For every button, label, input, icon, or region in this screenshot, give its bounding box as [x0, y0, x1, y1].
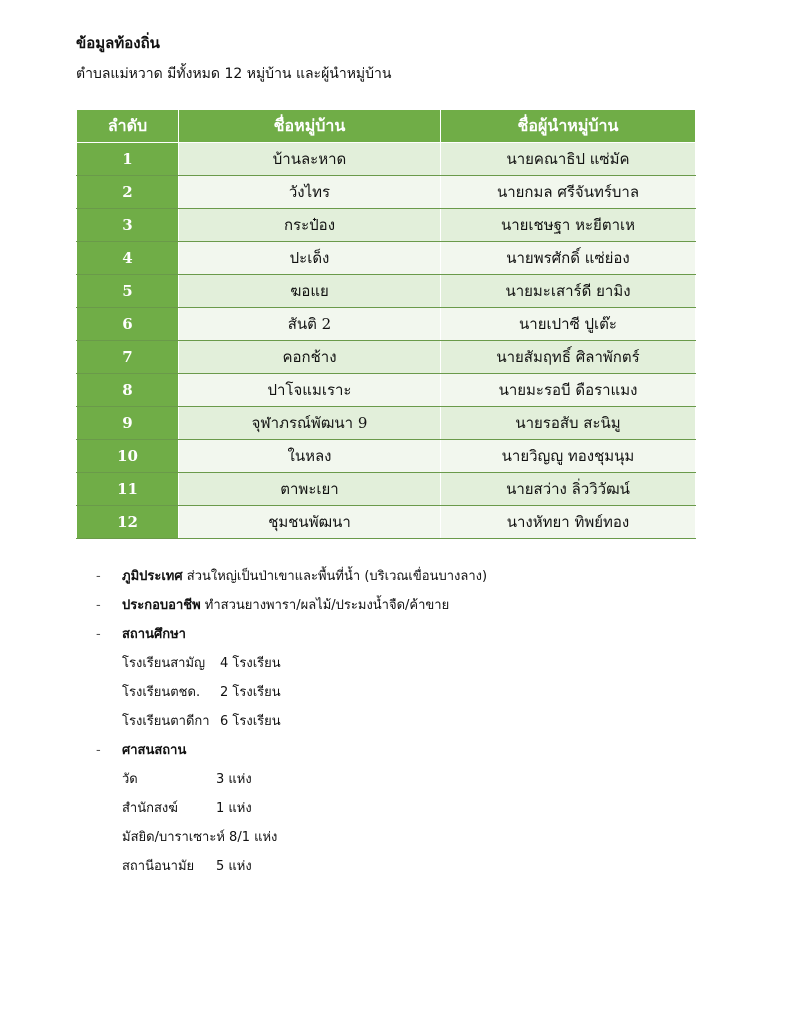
table-row	[77, 374, 696, 407]
village-name: ปาโจแมเราะ	[179, 374, 441, 407]
row-number: 10	[77, 440, 179, 473]
geography-label: ภูมิประเทศ	[122, 569, 183, 584]
table-header-row	[77, 110, 696, 143]
row-number: 2	[77, 176, 179, 209]
leader-name: นายพรศักดิ์ แซ่ย่อง	[441, 242, 696, 275]
schools-label: สถานศึกษา	[122, 627, 186, 642]
leader-name: นายสว่าง ลิ่ววิวัฒน์	[441, 473, 696, 506]
header-village: ชื่อหมู่บ้าน	[179, 110, 441, 143]
school-type: โรงเรียนตาดีกา	[122, 714, 210, 729]
bullet-dash: -	[96, 627, 101, 642]
bullet-dash: -	[96, 743, 101, 758]
place-count: 5 แห่ง	[216, 859, 252, 874]
place-type: สถานีอนามัย	[122, 859, 195, 874]
table-row	[77, 176, 696, 209]
table-row	[77, 308, 696, 341]
geography-text: ส่วนใหญ่เป็นป่าเขาและพื้นที่น้ำ (บริเวณเขื่อนบางลาง)	[186, 569, 488, 584]
village-name: กระป๋อง	[179, 209, 441, 242]
leader-name: นายคณาธิป แซ่มัค	[441, 143, 696, 176]
village-name: วังไทร	[179, 176, 441, 209]
table-row	[77, 275, 696, 308]
table-row	[77, 407, 696, 440]
leader-name: นางหัทยา ทิพย์ทอง	[441, 506, 696, 539]
place-type: มัสยิด/บาราเซาะห์	[122, 830, 225, 845]
place-type: วัด	[122, 772, 138, 787]
school-type: โรงเรียนตชด.	[122, 685, 201, 700]
leader-name: นายกมล ศรีจันทร์บาล	[441, 176, 696, 209]
table-row	[77, 143, 696, 176]
place-count: 3 แห่ง	[216, 772, 252, 787]
row-number: 5	[77, 275, 179, 308]
row-number: 11	[77, 473, 179, 506]
row-number: 1	[77, 143, 179, 176]
leader-name: นายมะรอบี ดือราแมง	[441, 374, 696, 407]
place-count: 1 แห่ง	[216, 801, 252, 816]
school-type: โรงเรียนสามัญ	[122, 656, 206, 671]
row-number: 3	[77, 209, 179, 242]
village-table	[76, 109, 696, 539]
village-name: ในหลง	[179, 440, 441, 473]
bullet-dash: -	[96, 569, 101, 584]
leader-name: นายมะเสาร์ดี ยามิง	[441, 275, 696, 308]
table-row	[77, 440, 696, 473]
table-row	[77, 209, 696, 242]
religious-label: ศาสนสถาน	[122, 743, 187, 758]
village-name: ปะเด็ง	[179, 242, 441, 275]
row-number: 9	[77, 407, 179, 440]
page-heading: ข้อมูลท้องถิ่น	[76, 34, 160, 52]
row-number: 12	[77, 506, 179, 539]
intro-text: ตำบลแม่หวาด มีทั้งหมด 12 หมู่บ้าน และผู้นำหมู่บ้าน	[76, 66, 392, 82]
village-name: จุฬาภรณ์พัฒนา 9	[179, 407, 441, 440]
row-number: 8	[77, 374, 179, 407]
school-count: 2 โรงเรียน	[220, 685, 281, 700]
row-number: 7	[77, 341, 179, 374]
leader-name: นายเชษฐา หะยีตาเห	[441, 209, 696, 242]
leader-name: นายวิญญู ทองชุมนุม	[441, 440, 696, 473]
header-order: ลำดับ	[77, 110, 179, 143]
leader-name: นายเปาซี ปูเต๊ะ	[441, 308, 696, 341]
bullet-dash: -	[96, 598, 101, 613]
table-row	[77, 506, 696, 539]
school-count: 4 โรงเรียน	[220, 656, 281, 671]
village-name: สันติ 2	[179, 308, 441, 341]
table-row	[77, 242, 696, 275]
table-row	[77, 473, 696, 506]
header-leader: ชื่อผู้นำหมู่บ้าน	[441, 110, 696, 143]
place-type: สำนักสงฆ์	[122, 801, 178, 816]
village-name: ฆอแย	[179, 275, 441, 308]
village-name: ตาพะเยา	[179, 473, 441, 506]
row-number: 6	[77, 308, 179, 341]
place-count: 8/1 แห่ง	[229, 830, 278, 845]
row-number: 4	[77, 242, 179, 275]
village-name: บ้านละหาด	[179, 143, 441, 176]
school-count: 6 โรงเรียน	[220, 714, 281, 729]
village-name: ชุมชนพัฒนา	[179, 506, 441, 539]
leader-name: นายรอสับ สะนิมู	[441, 407, 696, 440]
occupation-label: ประกอบอาชีพ	[122, 598, 201, 613]
leader-name: นายสัมฤทธิ์ ศิลาพักตร์	[441, 341, 696, 374]
table-row	[77, 341, 696, 374]
occupation-text: ทำสวนยางพารา/ผลไม้/ประมงน้ำจืด/ค้าขาย	[204, 598, 450, 613]
village-name: คอกช้าง	[179, 341, 441, 374]
